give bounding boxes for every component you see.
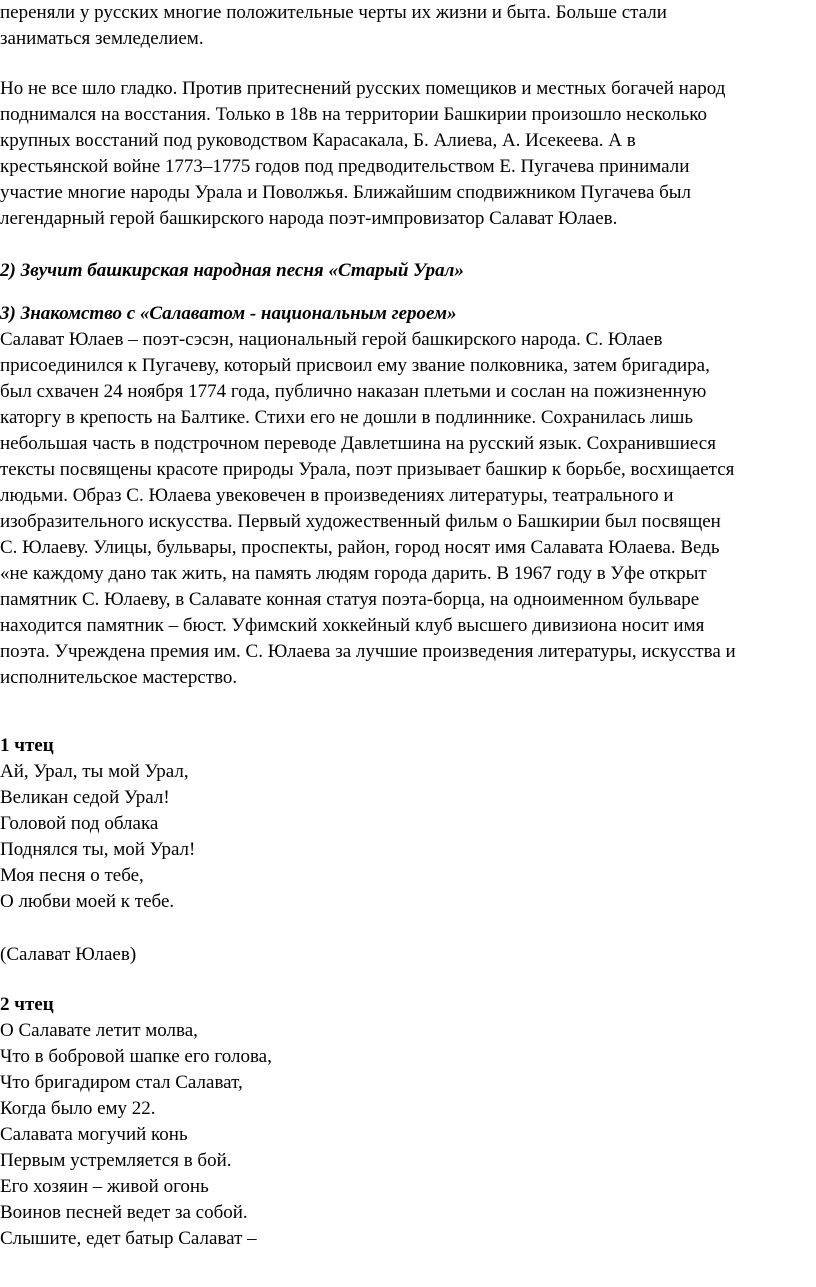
text-line: С. Юлаеву. Улицы, бульвары, проспекты, район, город носят имя Салавата Юлаева. Ведь xyxy=(0,537,720,558)
text-line: поднимался на восстания. Только в 18в на территории Башкирии произошло несколько xyxy=(0,104,708,125)
poem-attribution: (Салават Юлаев) xyxy=(0,944,137,965)
text-line: тексты посвящены красоте природы Урала, поэт призывает башкир к борьбе, восхищается xyxy=(0,459,735,480)
poem-line: Головой под облака xyxy=(0,813,159,834)
reader-1-attribution-block xyxy=(0,942,816,968)
text-line: каторгу в крепость на Балтике. Стихи его не дошли в подлиннике. Сохранилась лишь xyxy=(0,407,694,428)
poem-line: Ай, Урал, ты мой Урал, xyxy=(0,761,189,782)
text-line: людьми. Образ С. Юлаева увековечен в произведениях литературы, театрального и xyxy=(0,485,674,506)
poem-line: Воинов песней ведет за собой. xyxy=(0,1202,248,1223)
poem-line: Поднялся ты, мой Урал! xyxy=(0,839,196,860)
text-line: присоединился к Пугачеву, который присвоил ему звание полковника, затем бригадира, xyxy=(0,355,710,376)
text-line: заниматься земледелием. xyxy=(0,28,204,49)
poem-line: Салавата могучий конь xyxy=(0,1124,188,1145)
poem-line: Первым устремляется в бой. xyxy=(0,1150,232,1171)
reader-2-block xyxy=(0,992,816,1252)
text-line: исполнительское мастерство. xyxy=(0,667,238,688)
section-3 xyxy=(0,301,816,691)
poem-line: Слышите, едет батыр Салават – xyxy=(0,1228,257,1249)
text-line: изобразительного искусства. Первый художественный фильм о Башкирии был посвящен xyxy=(0,511,721,532)
uprisings-paragraph xyxy=(0,76,816,232)
text-line: Но не все шло гладко. Против притеснений русских помещиков и местных богачей народ xyxy=(0,78,726,99)
section-2 xyxy=(0,258,816,284)
section-3-heading: 3) Знакомство с «Салаватом - национальным героем» xyxy=(0,303,457,324)
poem-line: Великан седой Урал! xyxy=(0,787,170,808)
text-line: переняли у русских многие положительные черты их жизни и быта. Больше стали xyxy=(0,2,667,23)
text-line: «не каждому дано так жить, на память людям города дарить. В 1967 году в Уфе открыт xyxy=(0,563,707,584)
text-line: крестьянской войне 1773–1775 годов под предводительством Е. Пугачева принимали xyxy=(0,156,690,177)
poem-line: Что бригадиром стал Салават, xyxy=(0,1072,243,1093)
text-line: поэта. Учреждена премия им. С. Юлаева за лучшие произведения литературы, искусства и xyxy=(0,641,736,662)
reader-2-label: 2 чтец xyxy=(0,994,54,1015)
text-line: участие многие народы Урала и Поволжья. Ближайшим сподвижником Пугачева был xyxy=(0,182,692,203)
text-line: легендарный герой башкирского народа поэт-импровизатор Салават Юлаев. xyxy=(0,208,618,229)
poem-line: О Салавате летит молва, xyxy=(0,1020,198,1041)
text-line: памятник С. Юлаеву, в Салавате конная статуя поэта-борца, на одноименном бульваре xyxy=(0,589,700,610)
text-line: Салават Юлаев – поэт-сэсэн, национальный герой башкирского народа. С. Юлаев xyxy=(0,329,663,350)
poem-line: Что в бобровой шапке его голова, xyxy=(0,1046,272,1067)
poem-line: О любви моей к тебе. xyxy=(0,891,175,912)
intro-end-paragraph xyxy=(0,0,816,52)
poem-line: Когда было ему 22. xyxy=(0,1098,156,1119)
reader-1-label: 1 чтец xyxy=(0,735,54,756)
poem-line: Моя песня о тебе, xyxy=(0,865,144,886)
text-line: был схвачен 24 ноября 1774 года, публично наказан плетьми и сослан на пожизненную xyxy=(0,381,707,402)
text-line: небольшая часть в подстрочном переводе Давлетшина на русский язык. Сохранившиеся xyxy=(0,433,716,454)
text-line: крупных восстаний под руководством Карасакала, Б. Алиева, А. Исекеева. А в xyxy=(0,130,636,151)
poem-line: Его хозяин – живой огонь xyxy=(0,1176,209,1197)
section-2-heading: 2) Звучит башкирская народная песня «Старый Урал» xyxy=(0,260,464,281)
reader-1-block xyxy=(0,733,816,915)
text-line: находится памятник – бюст. Уфимский хоккейный клуб высшего дивизиона носит имя xyxy=(0,615,705,636)
